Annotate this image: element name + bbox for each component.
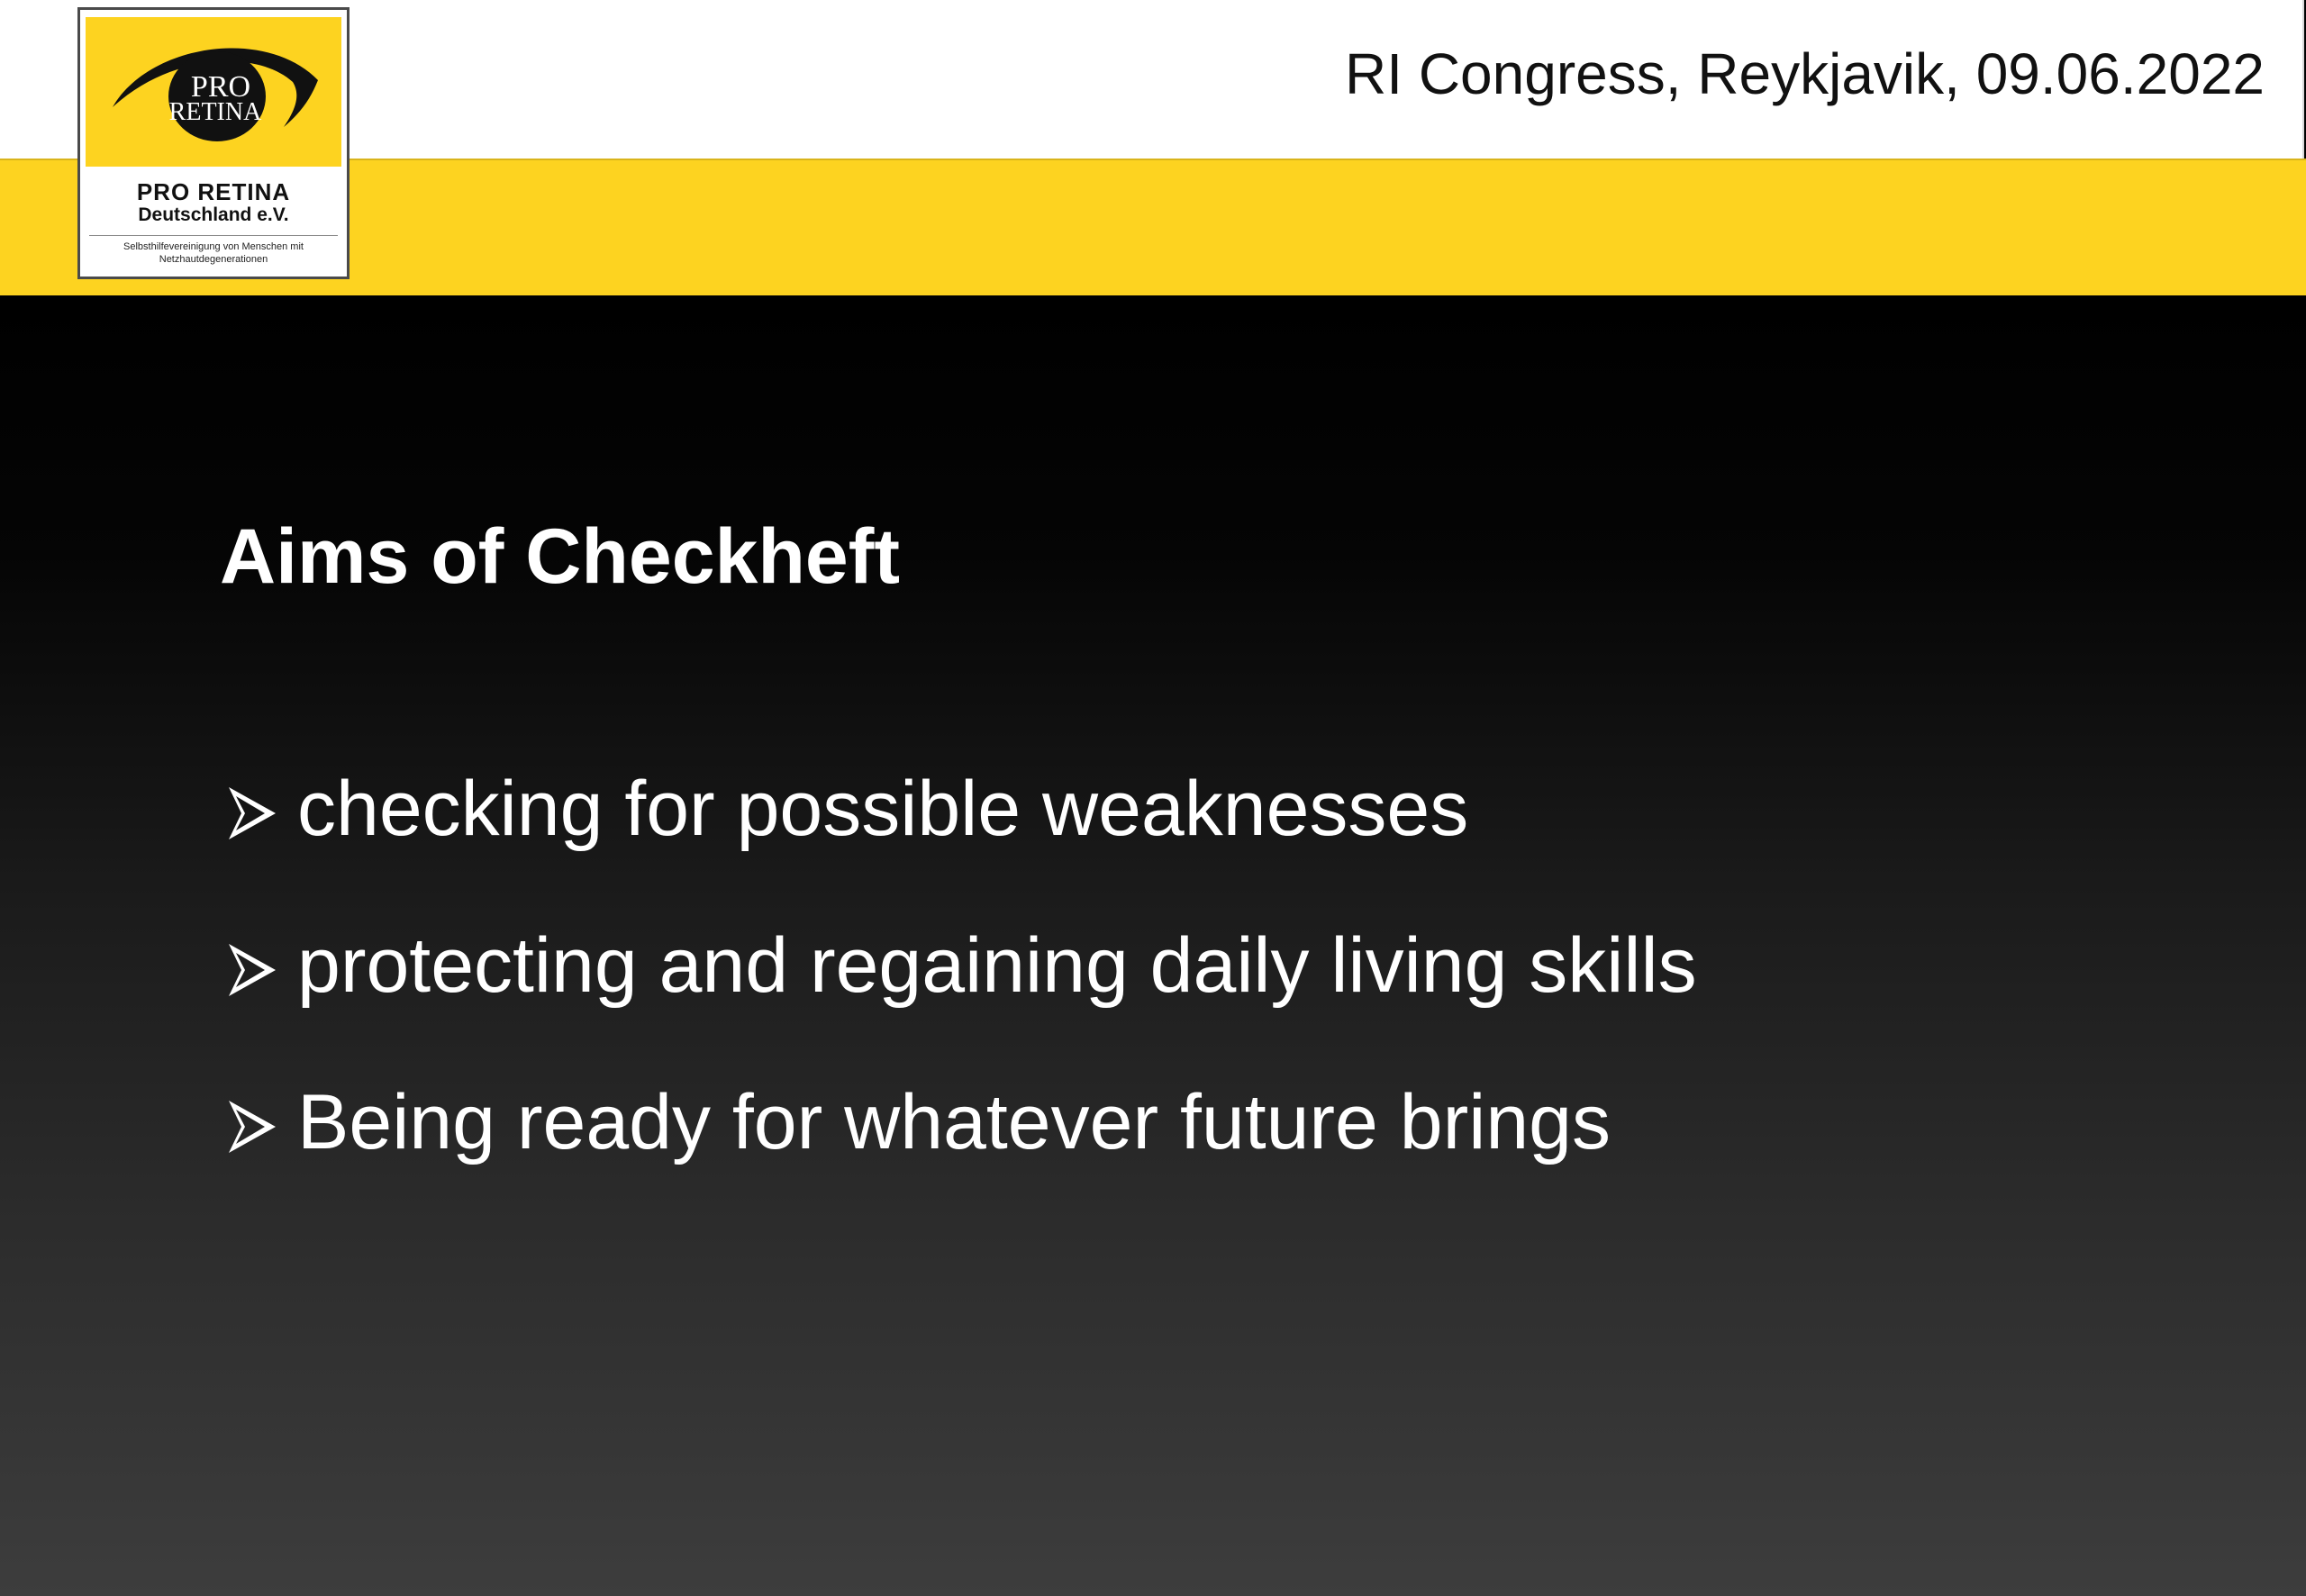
arrow-bullet-icon <box>225 784 277 843</box>
logo-emblem-line1: PRO <box>190 70 251 104</box>
logo-divider <box>89 235 338 236</box>
logo-subtitle: Deutschland e.V. <box>138 204 289 225</box>
logo-emblem-line2: RETINA <box>168 98 262 126</box>
bullet-text: checking for possible weaknesses <box>297 766 1469 852</box>
bullet-text: protecting and regaining daily living skills <box>297 922 1697 1009</box>
logo-emblem-text <box>86 17 341 167</box>
pro-retina-logo <box>77 7 350 279</box>
slide-body <box>0 295 2306 1596</box>
event-caption: RI Congress, Reykjavik, 09.06.2022 <box>1345 41 2265 106</box>
logo-tagline: Selbsthilfevereinigung von Menschen mit Netzhautdegenerationen <box>123 241 304 265</box>
bullet-text: Being ready for whatever future brings <box>297 1079 1611 1165</box>
logo-emblem <box>86 17 341 167</box>
logo-name: PRO RETINA <box>136 178 291 205</box>
arrow-bullet-icon <box>225 1097 277 1156</box>
slide-title: Aims of Checkheft <box>220 513 901 600</box>
arrow-bullet-icon <box>225 940 277 1000</box>
